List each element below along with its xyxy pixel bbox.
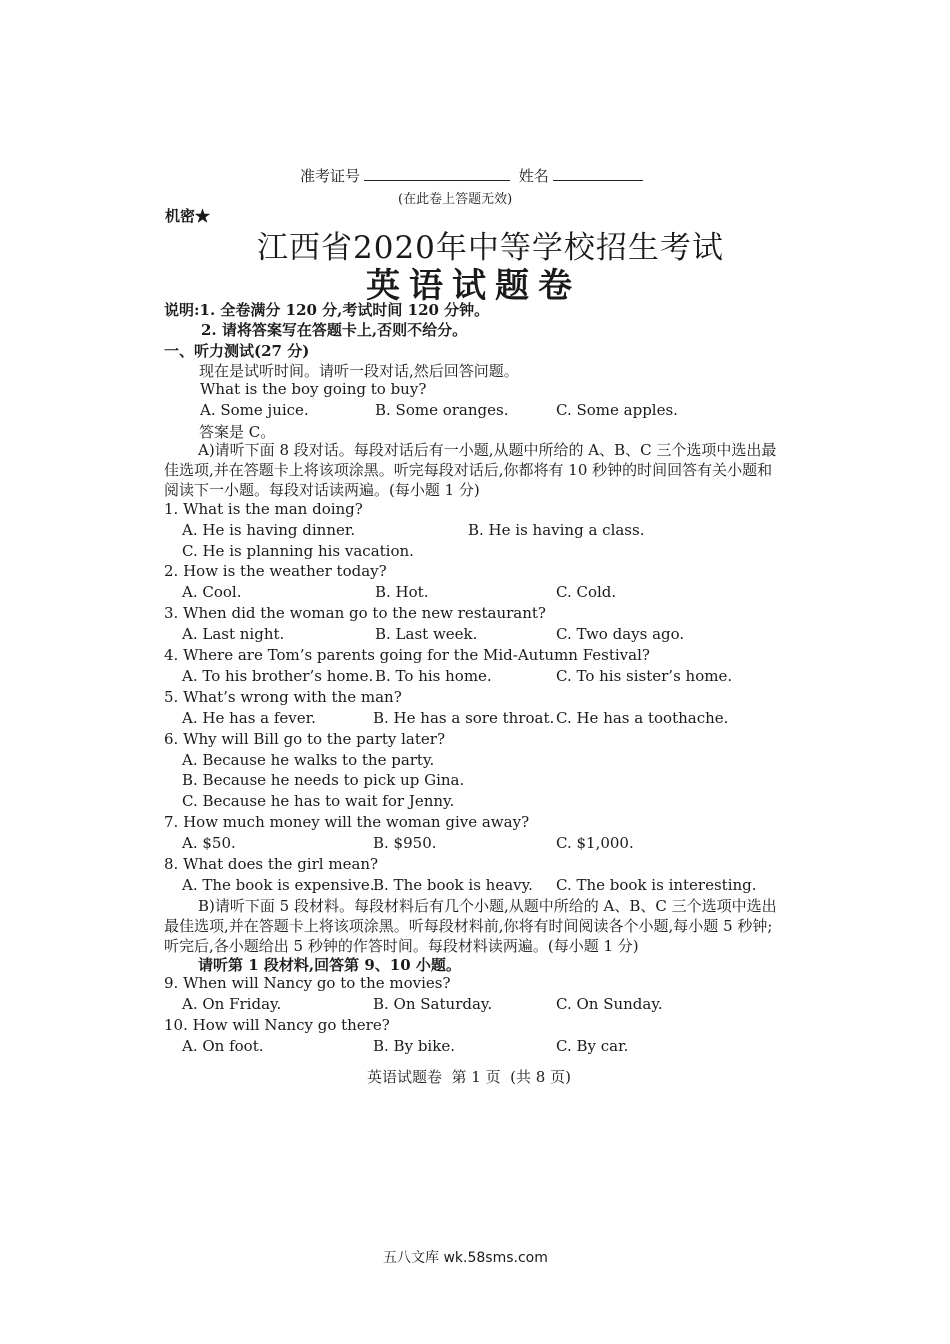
q8-option-b: B. The book is heavy. [373,876,533,894]
q1-option-b: B. He is having a class. [468,521,645,539]
q8-option-c: C. The book is interesting. [556,876,757,894]
q10-option-c: C. By car. [556,1037,629,1055]
q4-option-c: C. To his sister’s home. [556,667,733,685]
q4-option-a: A. To his brother’s home. [182,667,374,685]
question-10: 10. How will Nancy go there? [164,1016,390,1034]
trial-option-b: B. Some oranges. [375,401,509,419]
q9-option-c: C. On Sunday. [556,995,663,1013]
exam-number-row [300,165,647,186]
question-2: 2. How is the weather today? [164,562,387,580]
instruction-item-2: 2. 请将答案写在答题卡上,否则不给分。 [201,321,468,339]
exam-number-label: 准考证号 [300,167,361,185]
name-label: 姓名 [518,167,549,185]
trial-question: What is the boy going to buy? [200,380,427,398]
exam-number-blank [364,179,510,181]
paper-title: 英语试题卷 [366,266,581,306]
q10-option-b: B. By bike. [373,1037,455,1055]
q1-option-c: C. He is planning his vacation. [182,542,414,560]
part-a-instruction: A)请听下面 8 段对话。每段对话后有一小题,从题中所给的 A、B、C 三个选项中选出最佳选项,并在答题卡上将该项涂黑。听完每段对话后,你都将有 10 秒钟的时间回答有关小题和阅读下一小题。每段对话读两遍。(每小题 1 分) [164,441,777,499]
q6-option-c: C. Because he has to wait for Jenny. [182,792,455,810]
secret-mark: 机密★ [165,207,211,225]
q5-option-b: B. He has a sore throat. [373,709,555,727]
invalid-note: (在此卷上答题无效) [398,192,513,207]
trial-option-c: C. Some apples. [556,401,678,419]
question-3: 3. When did the woman go to the new restaurant? [164,604,546,622]
instruction-lead: 说明: [164,301,200,319]
question-6: 6. Why will Bill go to the party later? [164,730,445,748]
watermark-text: 五八文库 wk.58sms.com [383,1250,548,1266]
q2-option-a: A. Cool. [182,583,242,601]
section-heading: 一、听力测试(27 分) [164,342,310,360]
trial-intro: 现在是试听时间。请听一段对话,然后回答问题。 [199,362,519,380]
instruction-line-1 [164,299,489,320]
q7-option-c: C. $1,000. [556,834,634,852]
q6-option-a: A. Because he walks to the party. [182,751,435,769]
q9-option-b: B. On Saturday. [373,995,493,1013]
part-b-sub-instruction: 请听第 1 段材料,回答第 9、10 小题。 [198,956,461,974]
q10-option-a: A. On foot. [182,1037,264,1055]
instruction-item-1: 1. 全卷满分 120 分,考试时间 120 分钟。 [199,301,490,319]
q7-option-b: B. $950. [373,834,437,852]
q1-option-a: A. He is having dinner. [182,521,356,539]
name-blank [553,179,643,181]
q6-option-b: B. Because he needs to pick up Gina. [182,771,465,789]
page-footer: 英语试题卷 第 1 页 (共 8 页) [367,1068,571,1086]
question-7: 7. How much money will the woman give away? [164,813,530,831]
exam-title: 江西省2020年中等学校招生考试 [257,230,724,266]
q2-option-b: B. Hot. [375,583,429,601]
question-8: 8. What does the girl mean? [164,855,379,873]
q3-option-a: A. Last night. [182,625,285,643]
q3-option-c: C. Two days ago. [556,625,685,643]
trial-option-a: A. Some juice. [200,401,309,419]
trial-answer: 答案是 C。 [199,423,276,441]
q4-option-b: B. To his home. [375,667,492,685]
question-1: 1. What is the man doing? [164,500,363,518]
part-b-instruction: B)请听下面 5 段材料。每段材料后有几个小题,从题中所给的 A、B、C 三个选项中选出最佳选项,并在答题卡上将该项涂黑。听每段材料前,你将有时间阅读各个小题,每小题 5 秒钟;听完后,各小题给出 5 秒钟的作答时间。每段材料读两遍。(每小题 1 分) [164,897,777,955]
q2-option-c: C. Cold. [556,583,617,601]
q5-option-c: C. He has a toothache. [556,709,729,727]
question-9: 9. When will Nancy go to the movies? [164,974,451,992]
q5-option-a: A. He has a fever. [182,709,316,727]
question-4: 4. Where are Tom’s parents going for the Mid-Autumn Festival? [164,646,650,664]
q7-option-a: A. $50. [182,834,236,852]
q3-option-b: B. Last week. [375,625,478,643]
q9-option-a: A. On Friday. [182,995,282,1013]
q8-option-a: A. The book is expensive. [182,876,375,894]
question-5: 5. What’s wrong with the man? [164,688,402,706]
